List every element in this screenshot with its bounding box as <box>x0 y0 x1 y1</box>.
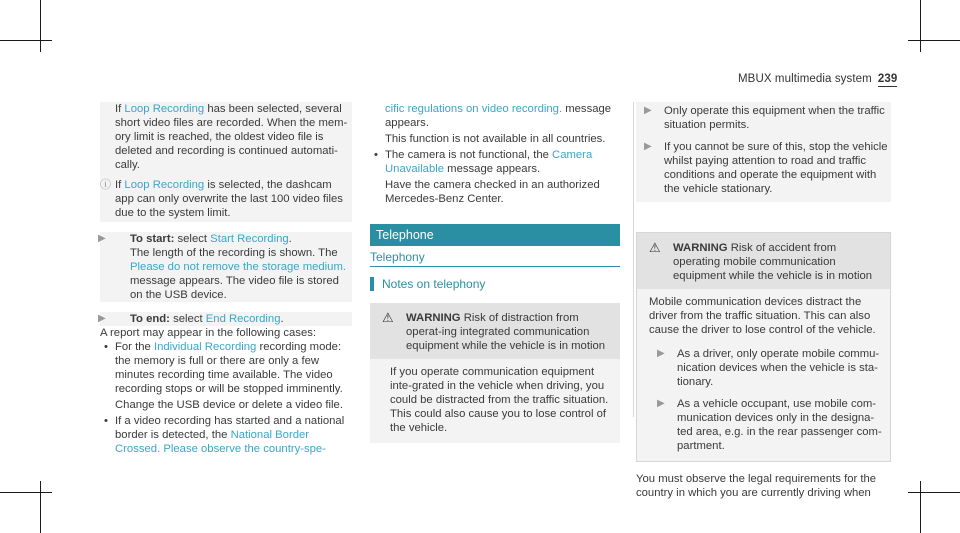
action-item: ▶ As a vehicle occupant, use mobile com-munication devices only in the designa-ted area, e.g. in the rear passenger com-partment. <box>657 398 882 452</box>
arrow-right-icon: ▶ <box>644 105 652 116</box>
crop-mark <box>0 40 52 41</box>
loop-recording-block <box>100 102 352 222</box>
crop-mark <box>920 481 921 533</box>
action-item: ▶ Only operate this equipment when the traffic situation permits. <box>644 105 885 131</box>
paragraph: If Loop Recording has been selected, several short video files are recorded. When the mem-ory limit is reached, the oldest video file is deleted and recording is continued automati-cally. <box>115 103 348 171</box>
crop-mark <box>920 0 921 52</box>
subsection-heading: Telephony <box>370 246 620 267</box>
warning-box <box>636 232 891 462</box>
action-block <box>636 102 891 202</box>
page-number: 239 <box>877 73 898 85</box>
report-intro: A report may appear in the following cases: <box>100 327 317 339</box>
warning-header: ⚠ WARNING Risk of accident from operating mobile communication equipment while the vehicle is in motion <box>637 233 890 289</box>
warning-triangle-icon: ⚠ <box>382 310 394 325</box>
crop-mark <box>40 0 41 52</box>
bullet-item: • For the Individual Recording recording mode: the memory is full or there are only a few minutes recording time available. The video recording stops or will be stopped imminently. Change the USB device or delete a video file. <box>104 341 343 411</box>
warning-body: If you operate communication equipment inte-grated in the vehicle when driving, you could be distracted from the traffic situation. This could also cause you to lose control of the vehicle. <box>370 359 620 443</box>
arrow-right-icon: ▶ <box>644 141 652 152</box>
crop-mark <box>0 492 52 493</box>
footer-paragraph: You must observe the legal requirements for the country in which you are currently driving when <box>636 473 877 499</box>
action-item: ▶ As a driver, only operate mobile commu-nication devices when the vehicle is sta-tionary. <box>657 348 880 388</box>
end-block <box>100 312 352 326</box>
bullet-icon: • <box>104 341 108 353</box>
notes-heading: Notes on telephony <box>370 277 620 291</box>
crop-mark <box>908 492 960 493</box>
info-note: ⓘ If Loop Recording is selected, the dashcam app can only overwrite the last 100 video files due to the system limit. <box>100 179 343 219</box>
bullet-continuation: cific regulations on video recording. message appears. This function is not available in all countries. <box>385 103 612 145</box>
bullet-item: • The camera is not functional, the Camera Unavailable message appears. Have the camera checked in an authorized Mercedes-Benz Center. <box>374 149 600 205</box>
column-3 <box>636 102 891 500</box>
arrow-right-icon: ▶ <box>657 348 665 359</box>
page-header <box>738 73 930 85</box>
divider <box>633 102 634 417</box>
warning-box <box>370 303 620 443</box>
start-block <box>100 232 352 302</box>
column-1 <box>100 102 352 456</box>
header-title: MBUX multimedia system <box>738 73 872 85</box>
warning-body: Mobile communication devices distract the driver from the traffic situation. This can also cause the driver to lose control of the vehicle. ▶ As a driver, only operate mobile commu-nication devices when the vehicle is sta-tionary. ▶ As a vehicle occupant, use mobile com-munication devices only in the designa-ted area, e.g. in the rear passenger com-partment. <box>637 289 890 461</box>
bullet-icon: • <box>104 415 108 427</box>
arrow-right-icon: ▶ <box>657 398 665 409</box>
step-start: ▶ To start: select Start Recording. The length of the recording is shown. The Please do not remove the storage medium. message appears. The video file is stored on the USB device. <box>98 233 347 301</box>
column-2 <box>370 102 620 443</box>
warning-triangle-icon: ⚠ <box>649 240 661 255</box>
bullet-icon: • <box>374 149 378 161</box>
crop-mark <box>40 481 41 533</box>
warning-header: ⚠ WARNING Risk of distraction from operat-ing integrated communication equipment while the vehicle is in motion <box>370 303 620 359</box>
step-end: ▶ To end: select End Recording. <box>98 313 284 325</box>
info-icon: ⓘ <box>100 179 111 191</box>
arrow-right-icon: ▶ <box>98 313 106 324</box>
crop-mark <box>908 40 960 41</box>
action-item: ▶ If you cannot be sure of this, stop the vehicle whilst paying attention to road and traffic conditions and operate the equipment with the vehicle stationary. <box>644 141 888 195</box>
bullet-item: • If a video recording has started and a national border is detected, the National Border Crossed. Please observe the country-spe- <box>104 415 345 455</box>
arrow-right-icon: ▶ <box>98 233 106 244</box>
section-heading: Telephone <box>370 224 620 246</box>
